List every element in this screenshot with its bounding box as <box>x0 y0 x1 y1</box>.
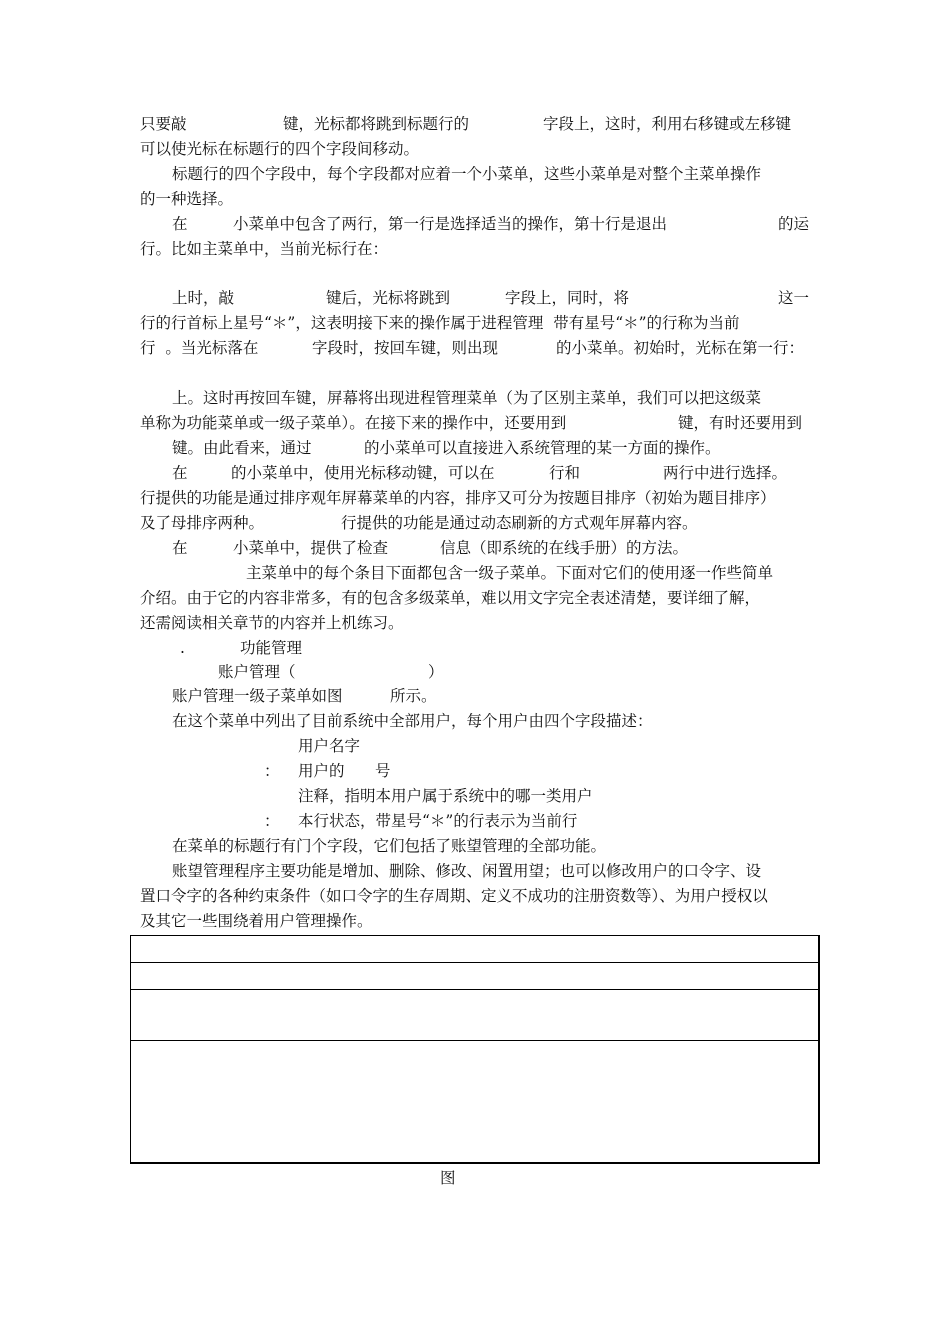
text-segment: 小菜单中，提供了检查 <box>233 539 389 557</box>
figure-frame <box>130 935 820 1164</box>
figure-caption: 图 <box>440 1169 456 1187</box>
text-segment: 账户管理一级子菜单如图 <box>172 687 343 705</box>
text-segment: 键，光标都将跳到标题行的 <box>283 115 470 133</box>
figure-row <box>131 936 818 963</box>
text-segment: 字段时，按回车键，则出现 <box>312 339 499 357</box>
text-segment: 号 <box>375 762 391 780</box>
text-segment: ： <box>264 762 280 780</box>
text-segment: 这一 <box>778 289 810 307</box>
text-segment: 只要敲 <box>140 115 187 133</box>
text-segment: 的小菜单。初始时，光标在第一行： <box>556 339 805 357</box>
text-segment: 在菜单的标题行有门个字段，它们包括了账望管理的全部功能。 <box>172 837 607 855</box>
text-segment: 键。由此看来，通过 <box>172 439 312 457</box>
text-segment: 的一种选择。 <box>140 190 234 208</box>
text-segment: 的小菜单中，使用光标移动键，可以在 <box>231 464 495 482</box>
text-segment: 在 <box>172 464 188 482</box>
text-segment: 用户名字 <box>298 737 361 755</box>
text-segment: 用户的 <box>298 762 345 780</box>
text-segment: 信息（即系统的在线手册）的方法。 <box>440 539 689 557</box>
text-segment: 字段上，这时，利用右移键或左移键 <box>543 115 792 133</box>
text-segment: 账望管理程序主要功能是增加、删除、修改、闲置用望；也可以修改用户的口令字、设 <box>172 862 762 880</box>
text-segment: 的运 <box>778 215 810 233</box>
text-segment: 本行状态，带星号“＊”的行表示为当前行 <box>298 812 578 830</box>
text-segment: 键后，光标将跳到 <box>326 289 451 307</box>
text-segment: 上时，敲 <box>172 289 235 307</box>
text-segment: 所示。 <box>390 687 437 705</box>
text-segment: 行的行首标上星号“＊”，这表明接下来的操作属于进程管理 带有星号“＊”的行称为当前 <box>140 314 740 332</box>
text-segment: 键，有时还要用到 <box>678 414 803 432</box>
text-segment: 标题行的四个字段中，每个字段都对应着一个小菜单，这些小菜单是对整个主菜单操作 <box>172 165 762 183</box>
text-segment: 行。比如主菜单中，当前光标行在： <box>140 240 389 258</box>
text-segment: 的小菜单可以直接进入系统管理的某一方面的操作。 <box>364 439 721 457</box>
text-segment: . <box>180 639 185 657</box>
figure-row <box>131 962 818 990</box>
text-segment: 主菜单中的每个条目下面都包含一级子菜单。下面对它们的使用逐一作些简单 <box>246 564 774 582</box>
text-segment: 还需阅读相关章节的内容并上机练习。 <box>140 614 404 632</box>
text-segment: 及了母排序两种。 <box>140 514 265 532</box>
text-segment: 在 <box>172 215 188 233</box>
text-segment: 行提供的功能是通过动态刷新的方式观年屏幕内容。 <box>341 514 698 532</box>
text-segment: 行 。当光标落在 <box>140 339 259 357</box>
text-segment: 介绍。由于它的内容非常多，有的包含多级菜单，难以用文字完全表述清楚，要详细了解， <box>140 589 761 607</box>
text-segment: 两行中进行选择。 <box>663 464 788 482</box>
text-segment: 字段上，同时，将 <box>505 289 630 307</box>
text-segment: ： <box>264 812 280 830</box>
text-segment: ） <box>428 663 444 681</box>
text-segment: 在这个菜单中列出了目前系统中全部用户，每个用户由四个字段描述： <box>172 712 653 730</box>
figure-row <box>131 989 818 1041</box>
text-segment: 账户管理（ <box>218 663 296 681</box>
text-segment: 单称为功能菜单或一级子菜单）。在接下来的操作中，还要用到 <box>140 414 567 432</box>
text-segment: 及其它一些围绕着用户管理操作。 <box>140 912 373 930</box>
text-segment: 功能管理 <box>240 639 303 657</box>
text-segment: 小菜单中包含了两行，第一行是选择适当的操作，第十行是退出 <box>233 215 668 233</box>
text-segment: 可以使光标在标题行的四个字段间移动。 <box>140 140 420 158</box>
text-segment: 注释，指明本用户属于系统中的哪一类用户 <box>298 787 593 805</box>
text-segment: 行和 <box>549 464 581 482</box>
text-segment: 置口令字的各种约束条件（如口令字的生存周期、定义不成功的注册资数等）、为用户授权以 <box>140 887 768 905</box>
text-segment: 在 <box>172 539 188 557</box>
text-segment: 行提供的功能是通过排序观年屏幕菜单的内容，排序又可分为按题目排序（初始为题目排序） <box>140 489 776 507</box>
text-segment: 上。这时再按回车键，屏幕将出现进程管理菜单（为了区别主菜单，我们可以把这级菜 <box>172 389 762 407</box>
